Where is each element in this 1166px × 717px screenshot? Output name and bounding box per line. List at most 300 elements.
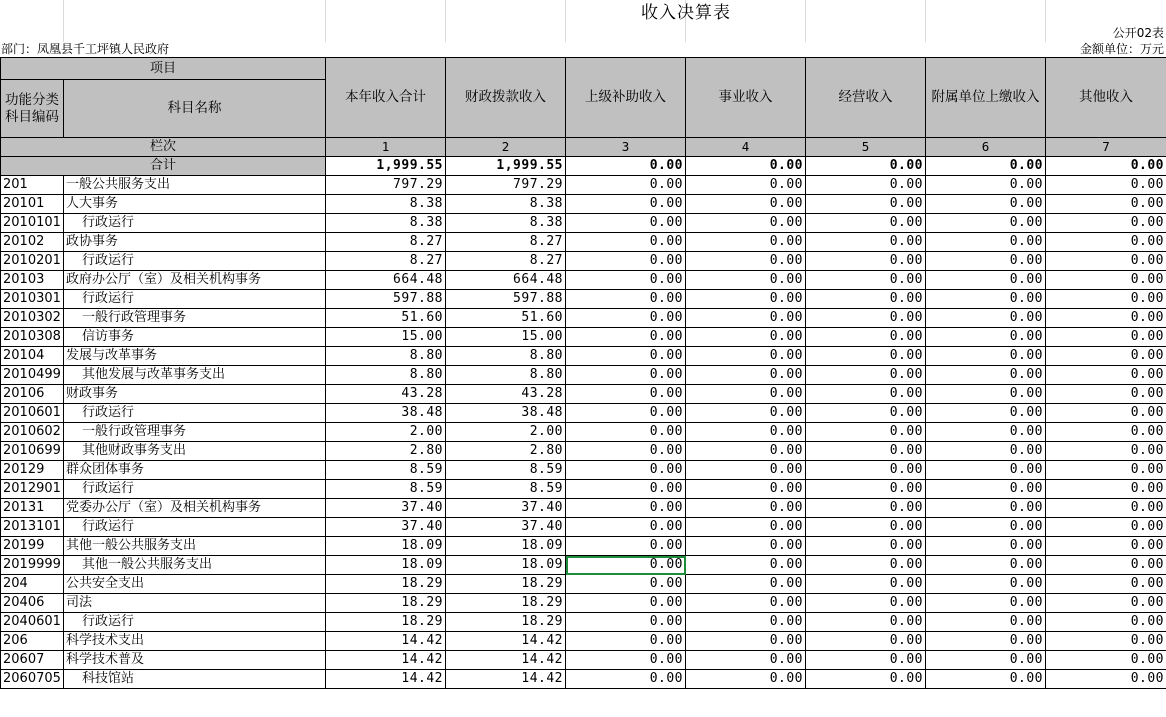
- table-row: [1, 575, 1166, 594]
- subject-code-cell[interactable]: 2010499: [1, 366, 64, 385]
- value-cell[interactable]: 0.00: [1046, 594, 1166, 613]
- value-cell[interactable]: 0.00: [926, 176, 1046, 195]
- value-cell[interactable]: 0.00: [686, 461, 806, 480]
- value-cell[interactable]: 0.00: [686, 423, 806, 442]
- table-row: [1, 290, 1166, 309]
- value-cell[interactable]: 0.00: [926, 404, 1046, 423]
- subject-code-cell[interactable]: 2010302: [1, 309, 64, 328]
- total-value[interactable]: 1,999.55: [326, 157, 446, 176]
- subject-name-cell[interactable]: 群众团体事务: [64, 461, 326, 480]
- value-cell[interactable]: 0.00: [686, 347, 806, 366]
- value-cell[interactable]: 14.42: [446, 651, 566, 670]
- value-cell[interactable]: 597.88: [446, 290, 566, 309]
- value-cell[interactable]: 0.00: [806, 385, 926, 404]
- subject-code-cell[interactable]: 20102: [1, 233, 64, 252]
- total-value[interactable]: 0.00: [806, 157, 926, 176]
- table-row: [1, 499, 1166, 518]
- col-index-label[interactable]: 栏次: [1, 138, 326, 157]
- table-row: [1, 423, 1166, 442]
- value-cell[interactable]: 0.00: [566, 594, 686, 613]
- value-cell[interactable]: 0.00: [926, 537, 1046, 556]
- subject-code-cell[interactable]: 20607: [1, 651, 64, 670]
- table-row: [1, 271, 1166, 290]
- value-cell[interactable]: 0.00: [566, 404, 686, 423]
- table-row: [1, 328, 1166, 347]
- value-cell[interactable]: 0.00: [806, 309, 926, 328]
- value-cell[interactable]: 0.00: [566, 290, 686, 309]
- table-row: [1, 176, 1166, 195]
- subject-name-cell[interactable]: 发展与改革事务: [64, 347, 326, 366]
- value-cell[interactable]: 0.00: [806, 271, 926, 290]
- value-cell[interactable]: 0.00: [686, 537, 806, 556]
- value-cell[interactable]: 0.00: [926, 366, 1046, 385]
- value-cell[interactable]: 0.00: [926, 594, 1046, 613]
- subject-name-cell[interactable]: 一般行政管理事务: [64, 423, 326, 442]
- value-cell[interactable]: 18.29: [326, 575, 446, 594]
- value-cell[interactable]: 0.00: [806, 499, 926, 518]
- col-header-fiscal-allocation[interactable]: 财政拨款收入: [446, 58, 566, 138]
- subject-name-cell[interactable]: 科技馆站: [64, 670, 326, 689]
- value-cell[interactable]: 0.00: [686, 195, 806, 214]
- value-cell[interactable]: 0.00: [566, 575, 686, 594]
- value-cell[interactable]: 18.29: [446, 613, 566, 632]
- table-row: [1, 347, 1166, 366]
- value-cell[interactable]: 0.00: [686, 594, 806, 613]
- unit-label: 金额单位：万元: [1079, 42, 1164, 56]
- table-row: [1, 233, 1166, 252]
- value-cell[interactable]: 0.00: [566, 309, 686, 328]
- value-cell[interactable]: 8.27: [446, 252, 566, 271]
- value-cell[interactable]: 38.48: [446, 404, 566, 423]
- col-number[interactable]: 4: [686, 138, 806, 157]
- value-cell[interactable]: 2.80: [326, 442, 446, 461]
- value-cell[interactable]: 0.00: [686, 404, 806, 423]
- value-cell[interactable]: 0.00: [686, 271, 806, 290]
- value-cell[interactable]: 8.80: [446, 347, 566, 366]
- department-label: 部门：凤凰县千工坪镇人民政府: [1, 42, 170, 56]
- value-cell[interactable]: 8.80: [326, 347, 446, 366]
- value-cell[interactable]: 0.00: [686, 632, 806, 651]
- value-cell[interactable]: 0.00: [806, 233, 926, 252]
- value-cell[interactable]: 18.09: [326, 556, 446, 575]
- value-cell[interactable]: 0.00: [686, 233, 806, 252]
- total-value[interactable]: 0.00: [686, 157, 806, 176]
- value-cell[interactable]: 18.29: [326, 594, 446, 613]
- value-cell[interactable]: 0.00: [806, 328, 926, 347]
- subject-name-cell[interactable]: 一般行政管理事务: [64, 309, 326, 328]
- table-row: [1, 556, 1166, 575]
- table-row: [1, 385, 1166, 404]
- subject-name-cell[interactable]: 财政事务: [64, 385, 326, 404]
- value-cell[interactable]: 0.00: [806, 575, 926, 594]
- total-value[interactable]: 0.00: [566, 157, 686, 176]
- value-cell[interactable]: 0.00: [1046, 651, 1166, 670]
- col-number[interactable]: 7: [1046, 138, 1166, 157]
- value-cell[interactable]: 0.00: [926, 328, 1046, 347]
- value-cell[interactable]: 0.00: [806, 632, 926, 651]
- value-cell[interactable]: 18.29: [446, 575, 566, 594]
- table-row: [1, 309, 1166, 328]
- value-cell[interactable]: 2.00: [326, 423, 446, 442]
- subject-name-cell[interactable]: 行政运行: [64, 480, 326, 499]
- value-cell[interactable]: 8.59: [446, 480, 566, 499]
- value-cell[interactable]: 0.00: [926, 632, 1046, 651]
- value-cell[interactable]: 797.29: [326, 176, 446, 195]
- value-cell[interactable]: 0.00: [926, 499, 1046, 518]
- subject-name-cell[interactable]: 公共安全支出: [64, 575, 326, 594]
- value-cell[interactable]: 0.00: [1046, 195, 1166, 214]
- form-code: 公开02表: [1112, 26, 1164, 40]
- value-cell[interactable]: 8.38: [446, 214, 566, 233]
- total-value[interactable]: 0.00: [1046, 157, 1166, 176]
- subject-code-cell[interactable]: 2010308: [1, 328, 64, 347]
- value-cell[interactable]: 0.00: [926, 290, 1046, 309]
- value-cell[interactable]: 597.88: [326, 290, 446, 309]
- value-cell[interactable]: 8.59: [326, 480, 446, 499]
- subject-code-cell[interactable]: 20406: [1, 594, 64, 613]
- subject-name-cell[interactable]: 科学技术支出: [64, 632, 326, 651]
- value-cell[interactable]: 0.00: [1046, 214, 1166, 233]
- subject-code-cell[interactable]: 204: [1, 575, 64, 594]
- value-cell[interactable]: 0.00: [926, 252, 1046, 271]
- value-cell[interactable]: 0.00: [686, 328, 806, 347]
- value-cell[interactable]: 0.00: [806, 670, 926, 689]
- value-cell[interactable]: 18.09: [446, 537, 566, 556]
- subject-code-cell[interactable]: 2010201: [1, 252, 64, 271]
- value-cell[interactable]: 0.00: [566, 252, 686, 271]
- value-cell[interactable]: 0.00: [566, 233, 686, 252]
- value-cell[interactable]: 0.00: [926, 442, 1046, 461]
- value-cell[interactable]: 0.00: [1046, 176, 1166, 195]
- value-cell[interactable]: 0.00: [566, 537, 686, 556]
- value-cell[interactable]: 0.00: [686, 309, 806, 328]
- subject-code-cell[interactable]: 2060705: [1, 670, 64, 689]
- value-cell[interactable]: 38.48: [326, 404, 446, 423]
- value-cell[interactable]: 0.00: [566, 442, 686, 461]
- value-cell[interactable]: 0.00: [926, 556, 1046, 575]
- value-cell[interactable]: 0.00: [806, 214, 926, 233]
- value-cell[interactable]: 0.00: [566, 328, 686, 347]
- value-cell[interactable]: 14.42: [326, 651, 446, 670]
- value-cell[interactable]: 0.00: [686, 442, 806, 461]
- value-cell[interactable]: 0.00: [566, 423, 686, 442]
- value-cell[interactable]: 0.00: [1046, 632, 1166, 651]
- total-value[interactable]: 1,999.55: [446, 157, 566, 176]
- value-cell[interactable]: 8.38: [326, 214, 446, 233]
- value-cell[interactable]: 0.00: [806, 347, 926, 366]
- value-cell[interactable]: 0.00: [566, 195, 686, 214]
- value-cell[interactable]: 0.00: [926, 651, 1046, 670]
- value-cell[interactable]: 0.00: [1046, 575, 1166, 594]
- subject-code-cell[interactable]: 2040601: [1, 613, 64, 632]
- subject-code-cell[interactable]: 20106: [1, 385, 64, 404]
- value-cell[interactable]: 0.00: [1046, 290, 1166, 309]
- subject-name-cell[interactable]: 行政运行: [64, 214, 326, 233]
- value-cell[interactable]: 0.00: [686, 670, 806, 689]
- value-cell[interactable]: 0.00: [1046, 347, 1166, 366]
- value-cell[interactable]: 0.00: [566, 271, 686, 290]
- table-row: [1, 594, 1166, 613]
- subject-name-cell[interactable]: 信访事务: [64, 328, 326, 347]
- subject-name-cell[interactable]: 行政运行: [64, 404, 326, 423]
- value-cell[interactable]: 8.27: [446, 233, 566, 252]
- value-cell[interactable]: 0.00: [926, 195, 1046, 214]
- item-header[interactable]: 项目: [1, 58, 326, 80]
- value-cell[interactable]: 0.00: [806, 442, 926, 461]
- table-row: [1, 670, 1166, 689]
- value-cell[interactable]: 51.60: [446, 309, 566, 328]
- subject-code-cell[interactable]: 206: [1, 632, 64, 651]
- value-cell[interactable]: 0.00: [926, 385, 1046, 404]
- value-cell[interactable]: 0.00: [1046, 518, 1166, 537]
- value-cell[interactable]: 664.48: [446, 271, 566, 290]
- value-cell[interactable]: 0.00: [566, 385, 686, 404]
- value-cell[interactable]: 0.00: [566, 461, 686, 480]
- value-cell[interactable]: 0.00: [686, 556, 806, 575]
- value-cell[interactable]: 0.00: [686, 252, 806, 271]
- value-cell[interactable]: 0.00: [686, 385, 806, 404]
- subject-name-cell[interactable]: 政府办公厅（室）及相关机构事务: [64, 271, 326, 290]
- col-header-affiliated-remittance[interactable]: 附属单位上缴收入: [926, 58, 1046, 138]
- value-cell[interactable]: 0.00: [566, 214, 686, 233]
- value-cell[interactable]: 0.00: [806, 480, 926, 499]
- value-cell[interactable]: 0.00: [806, 404, 926, 423]
- subject-name-cell[interactable]: 行政运行: [64, 252, 326, 271]
- subject-code-cell[interactable]: 20101: [1, 195, 64, 214]
- value-cell[interactable]: 14.42: [446, 670, 566, 689]
- value-cell[interactable]: 0.00: [1046, 271, 1166, 290]
- value-cell[interactable]: 0.00: [566, 670, 686, 689]
- subject-code-cell[interactable]: 20104: [1, 347, 64, 366]
- value-cell[interactable]: 14.42: [326, 632, 446, 651]
- value-cell[interactable]: 0.00: [566, 499, 686, 518]
- value-cell[interactable]: 0.00: [686, 480, 806, 499]
- subject-name-cell[interactable]: 行政运行: [64, 290, 326, 309]
- subject-name-cell[interactable]: 其他财政事务支出: [64, 442, 326, 461]
- table-row: [1, 214, 1166, 233]
- value-cell[interactable]: 0.00: [806, 423, 926, 442]
- value-cell[interactable]: 0.00: [806, 461, 926, 480]
- value-cell[interactable]: 0.00: [686, 499, 806, 518]
- subject-name-cell[interactable]: 其他一般公共服务支出: [64, 556, 326, 575]
- value-cell[interactable]: 0.00: [566, 480, 686, 499]
- value-cell[interactable]: 0.00: [686, 290, 806, 309]
- value-cell[interactable]: 0.00: [1046, 366, 1166, 385]
- total-value[interactable]: 0.00: [926, 157, 1046, 176]
- value-cell[interactable]: 0.00: [686, 214, 806, 233]
- value-cell[interactable]: 0.00: [806, 556, 926, 575]
- value-cell[interactable]: 0.00: [566, 651, 686, 670]
- report-title: 收入决算表: [641, 3, 731, 23]
- value-cell[interactable]: 0.00: [1046, 499, 1166, 518]
- subject-name-cell[interactable]: 行政运行: [64, 613, 326, 632]
- subject-name-cell[interactable]: 人大事务: [64, 195, 326, 214]
- col-number[interactable]: 5: [806, 138, 926, 157]
- value-cell[interactable]: 0.00: [1046, 670, 1166, 689]
- value-cell[interactable]: 0.00: [926, 575, 1046, 594]
- value-cell[interactable]: 0.00: [806, 594, 926, 613]
- subject-code-cell[interactable]: 20131: [1, 499, 64, 518]
- value-cell[interactable]: 37.40: [446, 499, 566, 518]
- value-cell[interactable]: 0.00: [806, 651, 926, 670]
- value-cell[interactable]: 0.00: [806, 252, 926, 271]
- value-cell[interactable]: 0.00: [1046, 309, 1166, 328]
- value-cell[interactable]: 14.42: [446, 632, 566, 651]
- subject-code-cell[interactable]: 2013101: [1, 518, 64, 537]
- table-row: [1, 442, 1166, 461]
- value-cell[interactable]: 0.00: [686, 176, 806, 195]
- value-cell[interactable]: 0.00: [686, 651, 806, 670]
- value-cell[interactable]: 43.28: [326, 385, 446, 404]
- value-cell[interactable]: 0.00: [926, 670, 1046, 689]
- col-header-other-income[interactable]: 其他收入: [1046, 58, 1166, 138]
- value-cell[interactable]: 0.00: [926, 309, 1046, 328]
- value-cell[interactable]: 0.00: [806, 176, 926, 195]
- value-cell[interactable]: 0.00: [1046, 556, 1166, 575]
- value-cell[interactable]: 15.00: [446, 328, 566, 347]
- income-table: [0, 57, 1166, 689]
- table-row: [1, 461, 1166, 480]
- col-header-operating-income[interactable]: 经营收入: [806, 58, 926, 138]
- subject-code-cell[interactable]: 2010699: [1, 442, 64, 461]
- value-cell[interactable]: 0.00: [1046, 233, 1166, 252]
- value-cell[interactable]: 0.00: [926, 480, 1046, 499]
- value-cell[interactable]: 0.00: [686, 518, 806, 537]
- value-cell[interactable]: 0.00: [566, 366, 686, 385]
- value-cell[interactable]: 0.00: [1046, 442, 1166, 461]
- table-row: [1, 366, 1166, 385]
- value-cell[interactable]: 14.42: [326, 670, 446, 689]
- selected-cell[interactable]: 0.00: [566, 556, 686, 575]
- value-cell[interactable]: 0.00: [686, 613, 806, 632]
- subject-code-cell[interactable]: 2019999: [1, 556, 64, 575]
- table-row: [1, 632, 1166, 651]
- subject-name-cell[interactable]: 其他一般公共服务支出: [64, 537, 326, 556]
- value-cell[interactable]: 0.00: [1046, 328, 1166, 347]
- value-cell[interactable]: 0.00: [1046, 461, 1166, 480]
- value-cell[interactable]: 0.00: [926, 613, 1046, 632]
- value-cell[interactable]: 8.80: [446, 366, 566, 385]
- func-code-header[interactable]: 功能分类科目编码: [1, 80, 64, 138]
- value-cell[interactable]: 0.00: [1046, 252, 1166, 271]
- value-cell[interactable]: 0.00: [926, 271, 1046, 290]
- total-label[interactable]: 合计: [1, 157, 326, 176]
- col-header-business-income[interactable]: 事业收入: [686, 58, 806, 138]
- value-cell[interactable]: 0.00: [806, 613, 926, 632]
- table-row: [1, 537, 1166, 556]
- table-row: [1, 252, 1166, 271]
- subject-name-cell[interactable]: 政协事务: [64, 233, 326, 252]
- table-row: [1, 404, 1166, 423]
- subject-code-cell[interactable]: 2012901: [1, 480, 64, 499]
- subject-name-cell[interactable]: 科学技术普及: [64, 651, 326, 670]
- value-cell[interactable]: 0.00: [1046, 480, 1166, 499]
- value-cell[interactable]: 8.27: [326, 233, 446, 252]
- table-row: [1, 195, 1166, 214]
- value-cell[interactable]: 37.40: [326, 499, 446, 518]
- value-cell[interactable]: 0.00: [806, 366, 926, 385]
- value-cell[interactable]: 0.00: [686, 575, 806, 594]
- table-row: [1, 480, 1166, 499]
- value-cell[interactable]: 8.80: [326, 366, 446, 385]
- value-cell[interactable]: 0.00: [926, 518, 1046, 537]
- col-number[interactable]: 1: [326, 138, 446, 157]
- value-cell[interactable]: 51.60: [326, 309, 446, 328]
- value-cell[interactable]: 18.09: [326, 537, 446, 556]
- value-cell[interactable]: 0.00: [806, 518, 926, 537]
- value-cell[interactable]: 8.59: [326, 461, 446, 480]
- value-cell[interactable]: 0.00: [1046, 385, 1166, 404]
- value-cell[interactable]: 0.00: [806, 195, 926, 214]
- value-cell[interactable]: 0.00: [1046, 537, 1166, 556]
- value-cell[interactable]: 0.00: [566, 518, 686, 537]
- subject-code-cell[interactable]: 20199: [1, 537, 64, 556]
- table-row: [1, 613, 1166, 632]
- subject-name-cell[interactable]: 司法: [64, 594, 326, 613]
- value-cell[interactable]: 0.00: [806, 537, 926, 556]
- value-cell[interactable]: 18.29: [326, 613, 446, 632]
- value-cell[interactable]: 2.00: [446, 423, 566, 442]
- value-cell[interactable]: 8.38: [446, 195, 566, 214]
- subject-name-cell[interactable]: 党委办公厅（室）及相关机构事务: [64, 499, 326, 518]
- value-cell[interactable]: 0.00: [1046, 404, 1166, 423]
- value-cell[interactable]: 0.00: [566, 176, 686, 195]
- value-cell[interactable]: 15.00: [326, 328, 446, 347]
- subject-code-cell[interactable]: 2010301: [1, 290, 64, 309]
- col-number[interactable]: 6: [926, 138, 1046, 157]
- table-row: [1, 518, 1166, 537]
- subject-code-cell[interactable]: 201: [1, 176, 64, 195]
- value-cell[interactable]: 0.00: [1046, 423, 1166, 442]
- value-cell[interactable]: 0.00: [926, 233, 1046, 252]
- value-cell[interactable]: 37.40: [446, 518, 566, 537]
- value-cell[interactable]: 43.28: [446, 385, 566, 404]
- value-cell[interactable]: 0.00: [686, 366, 806, 385]
- subject-name-cell[interactable]: 一般公共服务支出: [64, 176, 326, 195]
- value-cell[interactable]: 797.29: [446, 176, 566, 195]
- subject-code-cell[interactable]: 2010602: [1, 423, 64, 442]
- subject-name-header[interactable]: 科目名称: [64, 80, 326, 138]
- col-header-superior-subsidy[interactable]: 上级补助收入: [566, 58, 686, 138]
- value-cell[interactable]: 0.00: [926, 461, 1046, 480]
- subject-code-cell[interactable]: 20103: [1, 271, 64, 290]
- col-header-total-income[interactable]: 本年收入合计: [326, 58, 446, 138]
- value-cell[interactable]: 0.00: [926, 214, 1046, 233]
- value-cell[interactable]: 18.09: [446, 556, 566, 575]
- subject-name-cell[interactable]: 行政运行: [64, 518, 326, 537]
- value-cell[interactable]: 0.00: [566, 347, 686, 366]
- value-cell[interactable]: 8.27: [326, 252, 446, 271]
- value-cell[interactable]: 0.00: [566, 613, 686, 632]
- col-number[interactable]: 2: [446, 138, 566, 157]
- value-cell[interactable]: 0.00: [926, 347, 1046, 366]
- value-cell[interactable]: 0.00: [566, 632, 686, 651]
- value-cell[interactable]: 18.29: [446, 594, 566, 613]
- value-cell[interactable]: 0.00: [926, 423, 1046, 442]
- value-cell[interactable]: 8.38: [326, 195, 446, 214]
- subject-name-cell[interactable]: 其他发展与改革事务支出: [64, 366, 326, 385]
- value-cell[interactable]: 2.80: [446, 442, 566, 461]
- value-cell[interactable]: 37.40: [326, 518, 446, 537]
- value-cell[interactable]: 664.48: [326, 271, 446, 290]
- value-cell[interactable]: 0.00: [806, 290, 926, 309]
- subject-code-cell[interactable]: 2010601: [1, 404, 64, 423]
- value-cell[interactable]: 0.00: [1046, 613, 1166, 632]
- col-number[interactable]: 3: [566, 138, 686, 157]
- subject-code-cell[interactable]: 20129: [1, 461, 64, 480]
- value-cell[interactable]: 8.59: [446, 461, 566, 480]
- subject-code-cell[interactable]: 2010101: [1, 214, 64, 233]
